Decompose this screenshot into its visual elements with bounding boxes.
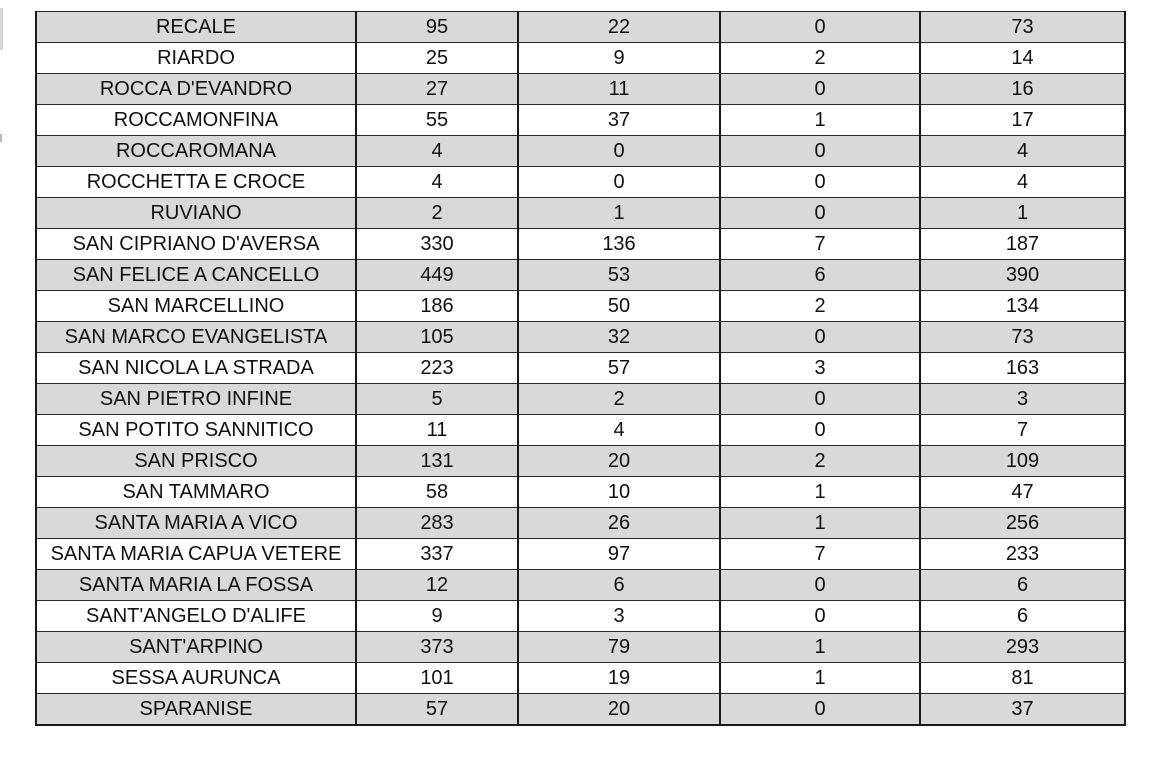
value-cell-col-4: 4 — [920, 167, 1125, 198]
municipality-name-cell: SAN TAMMARO — [36, 477, 356, 508]
value-cell-col-4: 187 — [920, 229, 1125, 260]
value-cell-col-2: 57 — [518, 353, 720, 384]
value-cell-col-2: 2 — [518, 384, 720, 415]
table-row — [36, 136, 1125, 167]
table-row — [36, 74, 1125, 105]
value-cell-col-3: 0 — [720, 198, 920, 229]
value-cell-col-3: 6 — [720, 260, 920, 291]
left-edge-artifact — [0, 8, 3, 50]
municipality-name-cell: ROCCAMONFINA — [36, 105, 356, 136]
value-cell-col-4: 14 — [920, 43, 1125, 74]
municipality-name-cell: SAN MARCELLINO — [36, 291, 356, 322]
municipality-name-cell: SAN CIPRIANO D'AVERSA — [36, 229, 356, 260]
municipality-name-cell: ROCCA D'EVANDRO — [36, 74, 356, 105]
value-cell-col-2: 9 — [518, 43, 720, 74]
municipality-name-cell: SESSA AURUNCA — [36, 663, 356, 694]
municipality-name-cell: SAN PIETRO INFINE — [36, 384, 356, 415]
value-cell-col-1: 4 — [356, 136, 518, 167]
value-cell-col-4: 109 — [920, 446, 1125, 477]
value-cell-col-1: 12 — [356, 570, 518, 601]
value-cell-col-2: 4 — [518, 415, 720, 446]
table-row — [36, 663, 1125, 694]
value-cell-col-3: 7 — [720, 539, 920, 570]
value-cell-col-2: 19 — [518, 663, 720, 694]
value-cell-col-1: 449 — [356, 260, 518, 291]
municipality-name-cell: SANT'ANGELO D'ALIFE — [36, 601, 356, 632]
value-cell-col-2: 1 — [518, 198, 720, 229]
value-cell-col-1: 4 — [356, 167, 518, 198]
value-cell-col-4: 3 — [920, 384, 1125, 415]
municipality-name-cell: SPARANISE — [36, 694, 356, 726]
value-cell-col-3: 0 — [720, 570, 920, 601]
value-cell-col-1: 186 — [356, 291, 518, 322]
left-edge-tick — [0, 134, 2, 142]
value-cell-col-4: 17 — [920, 105, 1125, 136]
value-cell-col-2: 6 — [518, 570, 720, 601]
table-row — [36, 601, 1125, 632]
value-cell-col-4: 4 — [920, 136, 1125, 167]
municipality-name-cell: SAN PRISCO — [36, 446, 356, 477]
value-cell-col-1: 27 — [356, 74, 518, 105]
value-cell-col-3: 0 — [720, 136, 920, 167]
value-cell-col-4: 1 — [920, 198, 1125, 229]
value-cell-col-4: 134 — [920, 291, 1125, 322]
value-cell-col-3: 2 — [720, 446, 920, 477]
value-cell-col-4: 6 — [920, 601, 1125, 632]
value-cell-col-2: 11 — [518, 74, 720, 105]
value-cell-col-1: 337 — [356, 539, 518, 570]
value-cell-col-3: 0 — [720, 74, 920, 105]
municipality-name-cell: RECALE — [36, 12, 356, 43]
value-cell-col-2: 50 — [518, 291, 720, 322]
table-row — [36, 508, 1125, 539]
value-cell-col-1: 11 — [356, 415, 518, 446]
table-row — [36, 105, 1125, 136]
value-cell-col-3: 0 — [720, 12, 920, 43]
value-cell-col-1: 95 — [356, 12, 518, 43]
value-cell-col-4: 73 — [920, 322, 1125, 353]
value-cell-col-3: 1 — [720, 477, 920, 508]
value-cell-col-2: 20 — [518, 694, 720, 726]
table-row — [36, 415, 1125, 446]
value-cell-col-4: 47 — [920, 477, 1125, 508]
municipality-name-cell: SANTA MARIA CAPUA VETERE — [36, 539, 356, 570]
value-cell-col-3: 0 — [720, 694, 920, 726]
municipality-name-cell: ROCCHETTA E CROCE — [36, 167, 356, 198]
value-cell-col-3: 1 — [720, 663, 920, 694]
value-cell-col-4: 256 — [920, 508, 1125, 539]
value-cell-col-4: 390 — [920, 260, 1125, 291]
value-cell-col-1: 223 — [356, 353, 518, 384]
value-cell-col-4: 73 — [920, 12, 1125, 43]
value-cell-col-4: 7 — [920, 415, 1125, 446]
table-row — [36, 322, 1125, 353]
value-cell-col-2: 0 — [518, 136, 720, 167]
value-cell-col-2: 37 — [518, 105, 720, 136]
table-row — [36, 539, 1125, 570]
value-cell-col-3: 0 — [720, 601, 920, 632]
value-cell-col-2: 136 — [518, 229, 720, 260]
value-cell-col-2: 53 — [518, 260, 720, 291]
value-cell-col-4: 233 — [920, 539, 1125, 570]
value-cell-col-3: 2 — [720, 43, 920, 74]
table-row — [36, 43, 1125, 74]
table-row — [36, 229, 1125, 260]
value-cell-col-2: 22 — [518, 12, 720, 43]
value-cell-col-1: 330 — [356, 229, 518, 260]
table-row — [36, 167, 1125, 198]
municipality-name-cell: SANTA MARIA LA FOSSA — [36, 570, 356, 601]
value-cell-col-1: 25 — [356, 43, 518, 74]
table-row — [36, 570, 1125, 601]
municipality-name-cell: SANT'ARPINO — [36, 632, 356, 663]
value-cell-col-1: 57 — [356, 694, 518, 726]
value-cell-col-3: 0 — [720, 167, 920, 198]
municipality-data-table — [35, 11, 1126, 726]
value-cell-col-2: 3 — [518, 601, 720, 632]
municipality-name-cell: SAN NICOLA LA STRADA — [36, 353, 356, 384]
value-cell-col-3: 2 — [720, 291, 920, 322]
value-cell-col-4: 16 — [920, 74, 1125, 105]
value-cell-col-1: 2 — [356, 198, 518, 229]
table-row — [36, 260, 1125, 291]
value-cell-col-1: 9 — [356, 601, 518, 632]
table-row — [36, 291, 1125, 322]
value-cell-col-1: 131 — [356, 446, 518, 477]
value-cell-col-1: 55 — [356, 105, 518, 136]
value-cell-col-4: 293 — [920, 632, 1125, 663]
value-cell-col-2: 97 — [518, 539, 720, 570]
municipality-name-cell: SAN FELICE A CANCELLO — [36, 260, 356, 291]
table-row — [36, 384, 1125, 415]
value-cell-col-3: 0 — [720, 415, 920, 446]
value-cell-col-4: 163 — [920, 353, 1125, 384]
value-cell-col-4: 6 — [920, 570, 1125, 601]
value-cell-col-1: 5 — [356, 384, 518, 415]
value-cell-col-3: 0 — [720, 322, 920, 353]
municipality-name-cell: SAN POTITO SANNITICO — [36, 415, 356, 446]
municipality-name-cell: RUVIANO — [36, 198, 356, 229]
municipality-name-cell: ROCCAROMANA — [36, 136, 356, 167]
value-cell-col-2: 79 — [518, 632, 720, 663]
value-cell-col-1: 105 — [356, 322, 518, 353]
value-cell-col-3: 1 — [720, 105, 920, 136]
table-row — [36, 632, 1125, 663]
table-row — [36, 353, 1125, 384]
value-cell-col-2: 0 — [518, 167, 720, 198]
table-row — [36, 477, 1125, 508]
value-cell-col-2: 26 — [518, 508, 720, 539]
value-cell-col-1: 58 — [356, 477, 518, 508]
value-cell-col-4: 37 — [920, 694, 1125, 726]
municipality-name-cell: SAN MARCO EVANGELISTA — [36, 322, 356, 353]
value-cell-col-3: 1 — [720, 632, 920, 663]
value-cell-col-1: 283 — [356, 508, 518, 539]
value-cell-col-1: 101 — [356, 663, 518, 694]
table-row — [36, 446, 1125, 477]
value-cell-col-2: 32 — [518, 322, 720, 353]
value-cell-col-4: 81 — [920, 663, 1125, 694]
table-row — [36, 12, 1125, 43]
value-cell-col-3: 0 — [720, 384, 920, 415]
municipality-name-cell: RIARDO — [36, 43, 356, 74]
value-cell-col-1: 373 — [356, 632, 518, 663]
value-cell-col-3: 1 — [720, 508, 920, 539]
value-cell-col-3: 3 — [720, 353, 920, 384]
table-row — [36, 198, 1125, 229]
value-cell-col-2: 20 — [518, 446, 720, 477]
municipality-name-cell: SANTA MARIA A VICO — [36, 508, 356, 539]
value-cell-col-2: 10 — [518, 477, 720, 508]
value-cell-col-3: 7 — [720, 229, 920, 260]
table-body — [36, 12, 1125, 726]
table-row — [36, 694, 1125, 726]
